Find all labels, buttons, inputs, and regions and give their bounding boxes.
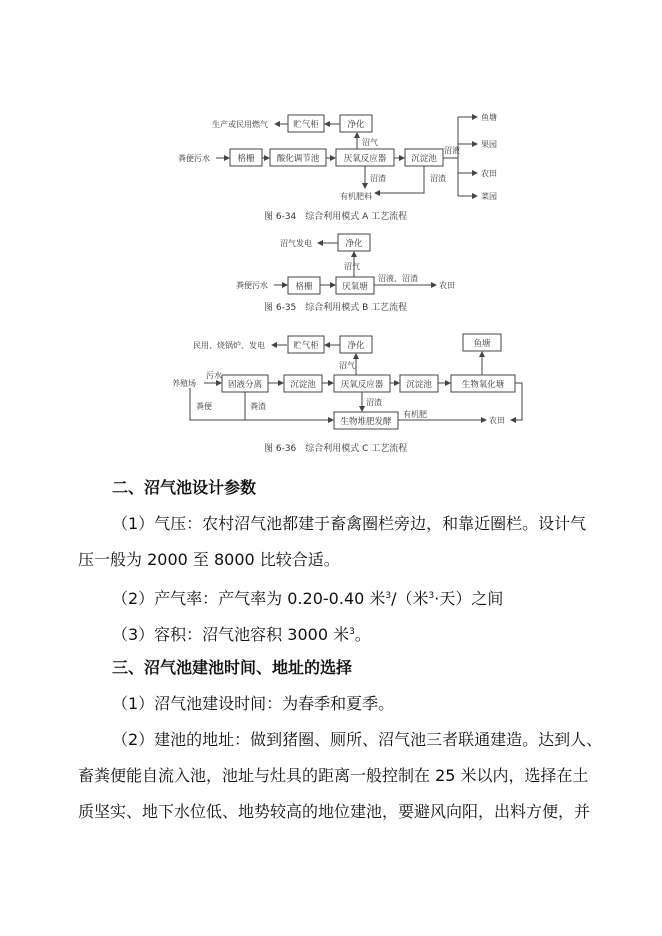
fig2-source: 粪便污水 (236, 281, 268, 290)
fig3-caption: 图 6-36 综合利用模式 C 工艺流程 (264, 444, 408, 454)
section-heading-2: 二、沼气池设计参数 (112, 478, 257, 497)
fig1-fertilizer: 有机肥料 (340, 192, 372, 201)
paragraph-4: （1）沼气池建设时间：为春季和夏季。 (112, 694, 395, 713)
fig1-settle: 沉淀池 (411, 154, 437, 164)
fig1-holder: 贮气柜 (293, 120, 319, 130)
fig2-purify: 净化 (345, 239, 363, 249)
fig1-purify: 净化 (347, 120, 365, 130)
fig3-compost: 生物堆肥发酵 (340, 417, 392, 427)
paragraph-3: （3）容积：沼气池容积 3000 米$^3$。 (112, 625, 371, 644)
fig3-separate: 固液分离 (227, 380, 263, 390)
fig2-caption: 图 6-35 综合利用模式 B 工艺流程 (264, 303, 408, 313)
fig2-liquid-residue: 沼液、沼渣 (378, 274, 418, 283)
fig1-out-orchard: 果园 (481, 140, 497, 149)
figure-6-35 (236, 234, 455, 313)
fig1-out-garden: 菜园 (481, 192, 497, 201)
fig1-residue2: 沼渣 (430, 174, 446, 183)
figure-6-34 (178, 112, 497, 222)
fig3-biogas: 沼气 (339, 361, 355, 370)
fig1-grating: 格栅 (237, 154, 255, 164)
paragraph-5b: 畜粪便能自流入池，池址与灶具的距离一般控制在 25 米以内，选择在土 (78, 766, 589, 785)
paragraph-2: （2）产气率：产气率为 0.20-0.40 米$^3$/（米$^3$·天）之间 (112, 589, 504, 608)
fig1-acid: 酸化调节池 (276, 154, 320, 164)
fig3-reactor: 厌氧反应器 (340, 380, 384, 390)
figure-6-36 (172, 334, 522, 454)
fig1-out-fishpond: 鱼塘 (481, 113, 497, 122)
section-heading-3: 三、沼气池建池时间、地址的选择 (112, 658, 353, 677)
fig3-holder: 贮气柜 (293, 341, 319, 351)
fig2-pond: 厌氧塘 (342, 282, 368, 292)
fig3-oxidation: 生物氧化塘 (461, 380, 505, 390)
fig3-farmland: 农田 (489, 416, 505, 425)
fig3-settle2: 沉淀池 (406, 380, 432, 390)
paragraph-5a: （2）建池的地址：做到猪圈、厕所、沼气池三者联通建造。达到人、 (112, 730, 603, 749)
fig3-purify: 净化 (347, 341, 365, 351)
fig1-reactor: 厌氧反应器 (343, 154, 387, 164)
fig2-farmland: 农田 (439, 281, 455, 290)
fig1-residue: 沼渣 (370, 174, 386, 183)
fig3-settle: 沉淀池 (290, 380, 316, 390)
paragraph-1a: （1）气压：农村沼气池都建于畜禽圈栏旁边，和靠近圈栏。设计气 (112, 514, 587, 533)
paragraph-6: 质坚实、地下水位低、地势较高的地位建池，要避风向阳，出料方便，并 (78, 802, 591, 821)
fig1-source: 粪便污水 (178, 154, 210, 163)
fig3-source: 养殖场 (172, 379, 196, 388)
fig1-caption: 图 6-34 综合利用模式 A 工艺流程 (264, 212, 408, 222)
fig2-biogas: 沼气 (344, 262, 360, 271)
fig3-organic: 有机肥 (403, 410, 427, 419)
fig1-out-farmland: 农田 (481, 169, 497, 178)
fig1-use: 生产或民用燃气 (212, 120, 268, 129)
fig3-residue2: 沼渣 (366, 398, 382, 407)
fig1-liquid: 沼液 (444, 146, 460, 155)
fig3-sewage: 污水 (206, 371, 222, 380)
fig3-fishpond: 鱼塘 (473, 339, 491, 349)
fig1-biogas: 沼气 (362, 138, 378, 147)
fig3-residue: 粪渣 (250, 402, 266, 411)
fig3-use: 民用、烧锅炉、发电 (193, 341, 265, 350)
fig3-manure: 粪便 (196, 402, 212, 411)
fig2-grating: 格栅 (295, 282, 313, 292)
paragraph-1b: 压一般为 2000 至 8000 比较合适。 (78, 550, 340, 569)
fig2-power: 沼气发电 (280, 239, 312, 248)
